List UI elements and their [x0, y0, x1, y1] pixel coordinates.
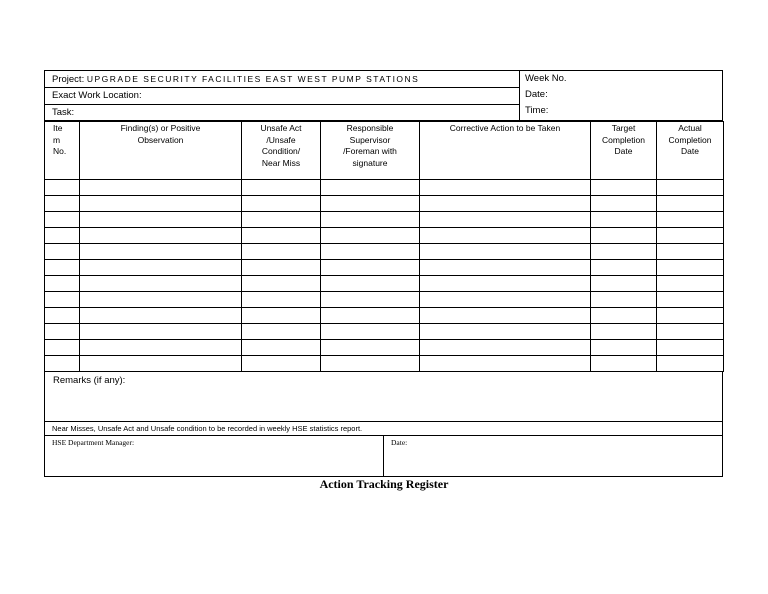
location-row: [45, 88, 519, 105]
table-row: [45, 212, 724, 228]
column-header-item-no: Ite m No.: [45, 122, 80, 180]
table-cell[interactable]: [321, 276, 420, 292]
table-row: [45, 356, 724, 372]
table-cell[interactable]: [420, 228, 591, 244]
table-cell[interactable]: [657, 212, 724, 228]
table-cell[interactable]: [80, 276, 242, 292]
signature-date-field[interactable]: [385, 436, 722, 476]
table-cell[interactable]: [242, 228, 321, 244]
remarks-box[interactable]: [44, 372, 723, 422]
table-cell[interactable]: [242, 292, 321, 308]
table-cell[interactable]: [657, 180, 724, 196]
table-body: [45, 180, 724, 372]
project-row: [45, 71, 519, 88]
header-right: [520, 71, 722, 120]
table-cell[interactable]: [80, 356, 242, 372]
project-value: UPGRADE SECURITY FACILITIES EAST WEST PUMP STATIONS: [86, 74, 420, 84]
statistics-note: Near Misses, Unsafe Act and Unsafe condition to be recorded in weekly HSE statistics report.: [44, 422, 723, 436]
table-row: [45, 308, 724, 324]
signature-row: [44, 436, 723, 477]
table-cell[interactable]: [45, 324, 80, 340]
table-cell[interactable]: [657, 196, 724, 212]
header-left: [45, 71, 520, 120]
table-cell[interactable]: [321, 212, 420, 228]
table-row: [45, 244, 724, 260]
table-cell[interactable]: [242, 340, 321, 356]
manager-label: HSE Department Manager:: [52, 438, 135, 447]
table-cell[interactable]: [45, 292, 80, 308]
location-label: Exact Work Location:: [52, 90, 142, 101]
table-cell[interactable]: [80, 308, 242, 324]
table-cell[interactable]: [591, 340, 657, 356]
table-cell[interactable]: [242, 356, 321, 372]
table-cell[interactable]: [420, 276, 591, 292]
table-cell[interactable]: [420, 340, 591, 356]
table-cell[interactable]: [80, 244, 242, 260]
table-row: [45, 340, 724, 356]
table-cell[interactable]: [321, 324, 420, 340]
table-cell[interactable]: [242, 244, 321, 260]
task-row: [45, 105, 519, 121]
form-header: [44, 70, 723, 121]
table-cell[interactable]: [45, 276, 80, 292]
table-cell[interactable]: [420, 324, 591, 340]
table-cell[interactable]: [321, 356, 420, 372]
table-cell[interactable]: [420, 196, 591, 212]
table-row: [45, 260, 724, 276]
table-cell[interactable]: [657, 228, 724, 244]
column-header-actual-date: Actual Completion Date: [657, 122, 724, 180]
table-cell[interactable]: [420, 212, 591, 228]
date-label: Date:: [525, 89, 548, 100]
table-cell[interactable]: [80, 228, 242, 244]
table-cell[interactable]: [80, 180, 242, 196]
column-header-corrective-action: Corrective Action to be Taken: [420, 122, 591, 180]
table-cell[interactable]: [321, 180, 420, 196]
document-caption: Action Tracking Register: [319, 477, 449, 491]
table-cell[interactable]: [45, 340, 80, 356]
table-cell[interactable]: [420, 292, 591, 308]
table-cell[interactable]: [591, 308, 657, 324]
table-cell[interactable]: [657, 356, 724, 372]
action-table: [44, 121, 724, 372]
table-cell[interactable]: [242, 276, 321, 292]
table-cell[interactable]: [591, 212, 657, 228]
action-tracking-form: [44, 70, 723, 477]
task-label: Task:: [52, 107, 75, 118]
table-cell[interactable]: [80, 260, 242, 276]
table-cell[interactable]: [591, 196, 657, 212]
table-cell[interactable]: [321, 244, 420, 260]
table-row: [45, 228, 724, 244]
table-cell[interactable]: [591, 356, 657, 372]
table-cell[interactable]: [242, 308, 321, 324]
table-cell[interactable]: [45, 244, 80, 260]
table-cell[interactable]: [242, 196, 321, 212]
column-header-supervisor: Responsible Supervisor /Foreman with signature: [321, 122, 420, 180]
table-cell[interactable]: [45, 228, 80, 244]
table-cell[interactable]: [242, 324, 321, 340]
table-cell[interactable]: [321, 260, 420, 276]
table-cell[interactable]: [657, 324, 724, 340]
table-cell[interactable]: [45, 212, 80, 228]
table-cell[interactable]: [80, 324, 242, 340]
table-row: [45, 276, 724, 292]
table-cell[interactable]: [591, 244, 657, 260]
column-header-target-date: Target Completion Date: [591, 122, 657, 180]
table-cell[interactable]: [45, 308, 80, 324]
table-header-row: [45, 122, 724, 180]
table-cell[interactable]: [80, 340, 242, 356]
table-cell[interactable]: [420, 180, 591, 196]
week-label: Week No.: [525, 73, 567, 84]
table-cell[interactable]: [321, 340, 420, 356]
table-cell[interactable]: [591, 228, 657, 244]
table-cell[interactable]: [657, 340, 724, 356]
table-cell[interactable]: [80, 292, 242, 308]
table-cell[interactable]: [321, 292, 420, 308]
table-cell[interactable]: [591, 180, 657, 196]
table-cell[interactable]: [657, 244, 724, 260]
manager-signature-field[interactable]: [45, 436, 384, 476]
table-cell[interactable]: [591, 324, 657, 340]
remarks-label: Remarks (if any):: [53, 375, 126, 386]
time-label: Time:: [525, 105, 549, 116]
table-cell[interactable]: [591, 276, 657, 292]
table-cell[interactable]: [45, 180, 80, 196]
table-cell[interactable]: [591, 260, 657, 276]
table-cell[interactable]: [45, 356, 80, 372]
table-cell[interactable]: [657, 292, 724, 308]
signature-date-label: Date:: [391, 438, 408, 447]
table-cell[interactable]: [45, 260, 80, 276]
table-cell[interactable]: [420, 356, 591, 372]
column-header-unsafe: Unsafe Act /Unsafe Condition/ Near Miss: [242, 122, 321, 180]
table-cell[interactable]: [242, 260, 321, 276]
table-cell[interactable]: [420, 244, 591, 260]
table-cell[interactable]: [657, 276, 724, 292]
project-label: Project:: [52, 74, 85, 85]
table-cell[interactable]: [657, 260, 724, 276]
table-cell[interactable]: [242, 212, 321, 228]
table-cell[interactable]: [420, 260, 591, 276]
table-cell[interactable]: [242, 180, 321, 196]
table-row: [45, 324, 724, 340]
table-cell[interactable]: [80, 196, 242, 212]
table-cell[interactable]: [321, 228, 420, 244]
table-cell[interactable]: [657, 308, 724, 324]
table-cell[interactable]: [45, 196, 80, 212]
table-cell[interactable]: [321, 196, 420, 212]
table-cell[interactable]: [591, 292, 657, 308]
table-cell[interactable]: [321, 308, 420, 324]
table-cell[interactable]: [420, 308, 591, 324]
table-row: [45, 180, 724, 196]
table-row: [45, 292, 724, 308]
table-cell[interactable]: [80, 212, 242, 228]
table-row: [45, 196, 724, 212]
column-header-findings: Finding(s) or Positive Observation: [80, 122, 242, 180]
